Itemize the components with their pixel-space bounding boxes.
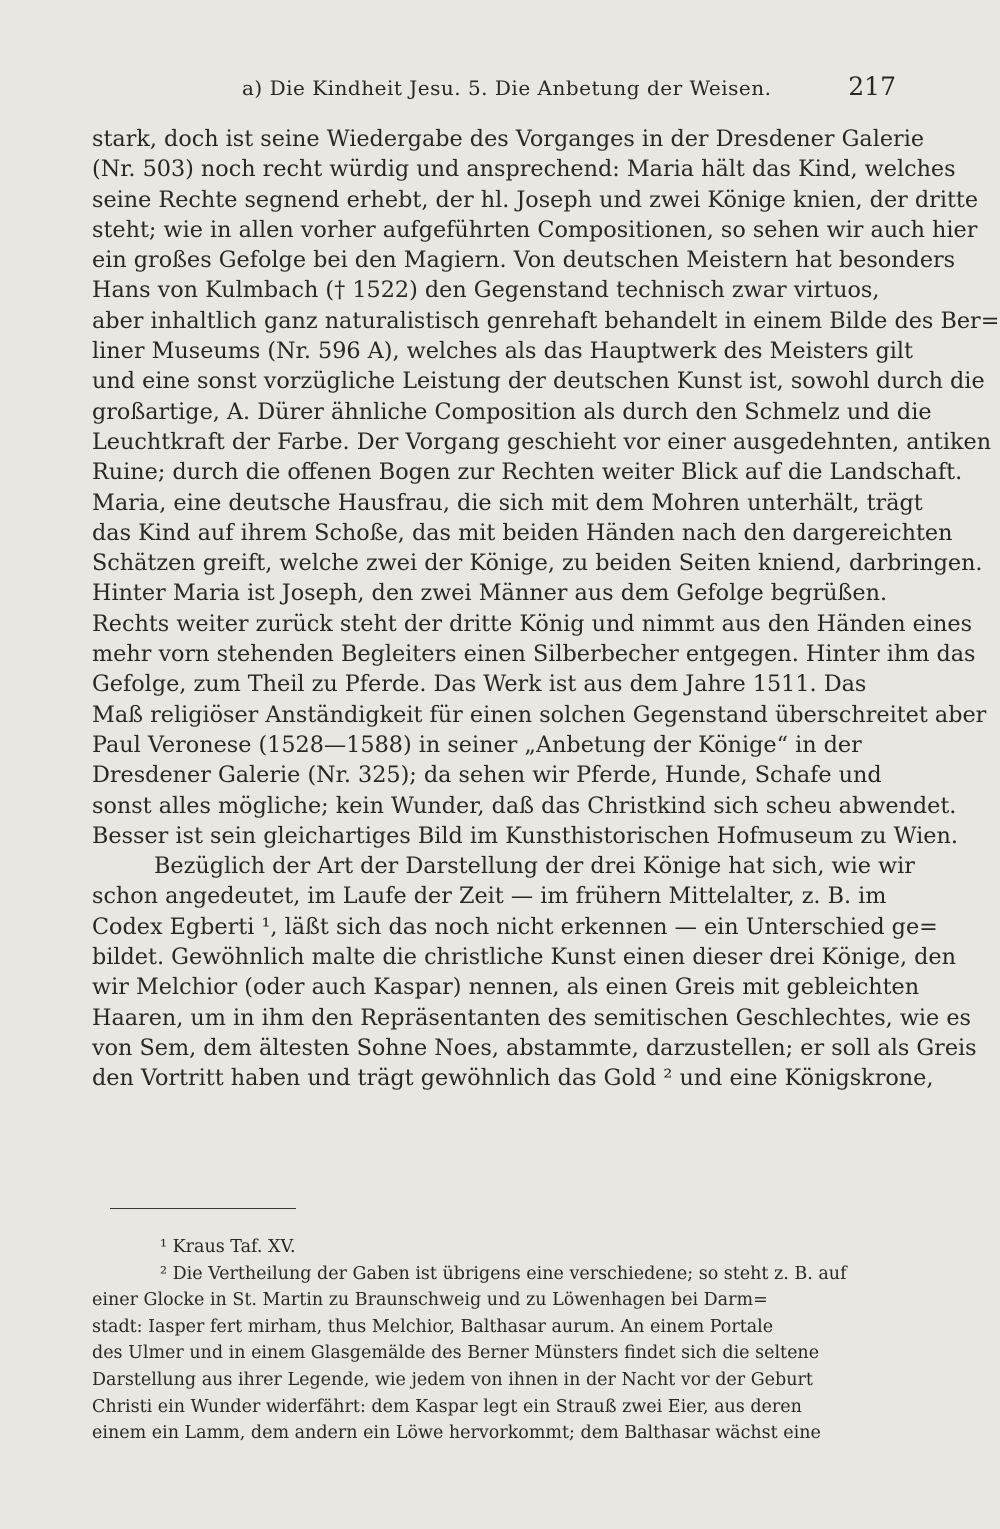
text-line: Bezüglich der Art der Darstellung der drei Könige hat sich, wie wir (154, 853, 915, 880)
footnote-2-line: stadt: Iasper fert mirham, thus Melchior, Balthasar aurum. An einem Portale (92, 1316, 774, 1337)
footnote-2-line: einer Glocke in St. Martin zu Braunschweig und zu Löwenhagen bei Darm= (92, 1290, 768, 1311)
text-line: Maß religiöser Anständigkeit für einen solchen Gegenstand überschreitet aber (92, 701, 987, 728)
text-line: Schätzen greift, welche zwei der Könige, zu beiden Seiten kniend, darbringen. (92, 550, 983, 577)
text-line: Hinter Maria ist Joseph, den zwei Männer aus dem Gefolge begrüßen. (92, 580, 888, 607)
text-line: Rechts weiter zurück steht der dritte König und nimmt aus den Händen eines (92, 610, 973, 637)
text-line: den Vortritt haben und trägt gewöhnlich das Gold ² und eine Königskrone, (92, 1065, 934, 1092)
page-header (92, 72, 900, 108)
text-line: großartige, A. Dürer ähnliche Composition als durch den Schmelz und die (92, 398, 932, 425)
text-line: Leuchtkraft der Farbe. Der Vorgang geschieht vor einer ausgedehnten, antiken (92, 428, 992, 455)
text-line: Hans von Kulmbach († 1522) den Gegenstand technisch zwar virtuos, (92, 277, 880, 304)
footnotes (92, 1234, 900, 1447)
running-title: a) Die Kindheit Jesu. 5. Die Anbetung der Weisen. (242, 76, 772, 100)
footnote-2-line: des Ulmer und in einem Glasgemälde des Berner Münsters findet sich die seltene (92, 1343, 820, 1364)
text-line: Maria, eine deutsche Hausfrau, die sich mit dem Mohren unterhält, trägt (92, 489, 923, 516)
text-line: seine Rechte segnend erhebt, der hl. Joseph und zwei Könige knien, der dritte (92, 186, 979, 213)
text-line: aber inhaltlich ganz naturalistisch genrehaft behandelt in einem Bilde des Ber= (92, 307, 1000, 334)
text-line: bildet. Gewöhnlich malte die christliche Kunst einen dieser drei Könige, den (92, 944, 956, 971)
text-line: stark, doch ist seine Wiedergabe des Vorganges in der Dresdener Galerie (92, 126, 925, 152)
text-line: Besser ist sein gleichartiges Bild im Kunsthistorischen Hofmuseum zu Wien. (92, 822, 958, 849)
text-line: sonst alles mögliche; kein Wunder, daß das Christkind sich scheu abwendet. (92, 792, 957, 819)
text-line: Paul Veronese (1528—1588) in seiner „Anbetung der Könige“ in der (92, 731, 862, 758)
text-line: Codex Egberti ¹, läßt sich das noch nicht erkennen — ein Unterschied ge= (92, 913, 938, 940)
text-line: von Sem, dem ältesten Sohne Noes, abstammte, darzustellen; er soll als Greis (92, 1034, 977, 1061)
footnote-2-line: Christi ein Wunder widerfährt: dem Kaspar legt ein Strauß zwei Eier, aus deren (92, 1396, 802, 1417)
text-line: Dresdener Galerie (Nr. 325); da sehen wir Pferde, Hunde, Schafe und (92, 762, 882, 789)
main-text (92, 124, 1000, 1094)
text-line: mehr vorn stehenden Begleiters einen Silberbecher entgegen. Hinter ihm das (92, 641, 976, 668)
footnote-1: ¹ Kraus Taf. XV. (160, 1237, 296, 1257)
text-line: wir Melchior (oder auch Kaspar) nennen, als einen Greis mit gebleichten (92, 974, 920, 1001)
footnote-2-line: Darstellung aus ihrer Legende, wie jedem von ihnen in der Nacht vor der Geburt (92, 1369, 813, 1390)
text-line: liner Museums (Nr. 596 A), welches als das Hauptwerk des Meisters gilt (92, 338, 913, 365)
text-line: und eine sonst vorzügliche Leistung der deutschen Kunst ist, sowohl durch die (92, 368, 985, 395)
text-line: Ruine; durch die offenen Bogen zur Rechten weiter Blick auf die Landschaft. (92, 459, 963, 486)
text-line: schon angedeutet, im Laufe der Zeit — im frühern Mittelalter, z. B. im (92, 883, 887, 910)
text-line: steht; wie in allen vorher aufgeführten Compositionen, so sehen wir auch hier (92, 216, 978, 243)
footnote-2-line: ² Die Vertheilung der Gaben ist übrigens eine verschiedene; so steht z. B. auf (160, 1263, 847, 1284)
text-line: ein großes Gefolge bei den Magiern. Von deutschen Meistern hat besonders (92, 247, 956, 274)
text-line: Haaren, um in ihm den Repräsentanten des semitischen Geschlechtes, wie es (92, 1004, 971, 1031)
footnote-2-line: einem ein Lamm, dem andern ein Löwe hervorkommt; dem Balthasar wächst eine (92, 1423, 821, 1444)
text-line: das Kind auf ihrem Schoße, das mit beiden Händen nach den dargereichten (92, 519, 953, 546)
text-line: Gefolge, zum Theil zu Pferde. Das Werk ist aus dem Jahre 1511. Das (92, 671, 867, 698)
footnote-divider (110, 1208, 296, 1209)
text-line: (Nr. 503) noch recht würdig und ansprechend: Maria hält das Kind, welches (92, 156, 956, 183)
page-number: 217 (848, 72, 896, 101)
